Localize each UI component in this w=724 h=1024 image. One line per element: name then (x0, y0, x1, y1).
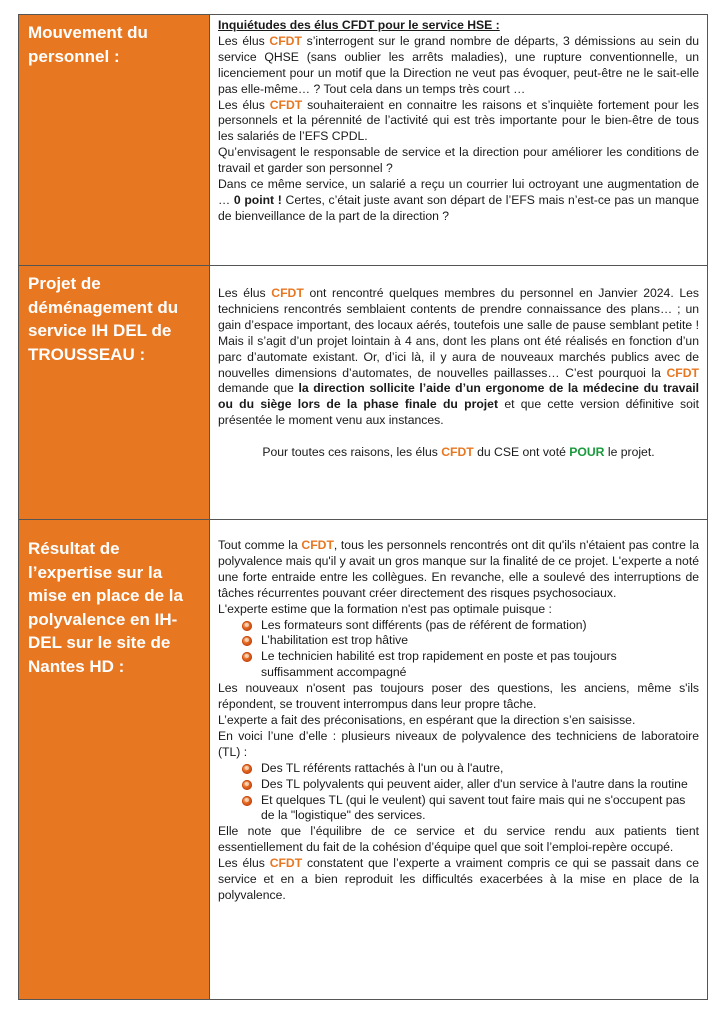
text: , tous les personnels rencontrés ont dit qu'ils n'étaient pas contre la polyvalence mais qu'il y avait un gros manque sur la finalité de ce projet. L'experte a noté une forte entraide entre les collègues. En revanche, elle a soulevé des interruptions de tâches récurrentes pouvant créer directement des risques psychosociaux. (218, 538, 699, 600)
list-item (242, 618, 699, 634)
list-item (242, 793, 699, 825)
vote-pour: POUR (569, 445, 605, 460)
bullet-icon (242, 652, 252, 662)
text: ont rencontré quelques membres du personnel en Janvier 2024. Les techniciens rencontrés semblaient contents de prendre connaissance des plans… ; un gain d’espace important, des locaux aérés, toutefois une salle de pause semblant petite ! Mais il s’agit d’un projet lointain à 4 ans, dont les plans ont été réalisés en fonction d’un parc d’automate existant. Or, d’ici là, il y aura de nouveaux marchés publics avec de nouvelles dimensions d’automates, de nouvelles paillasses… C’est pourquoi la (218, 286, 699, 380)
bullet-icon (242, 764, 252, 774)
bullet-icon (242, 780, 252, 790)
text: demande que (218, 381, 299, 396)
section-title: Mouvement du personnel : (19, 15, 210, 265)
text: et que cette version définitive soit présentée le moment venu aux instances. (218, 397, 699, 428)
org-name: CFDT (269, 33, 302, 48)
paragraph (218, 538, 699, 602)
text: Les élus (218, 33, 270, 48)
paragraph: L’experte a fait des préconisations, en espérant que la direction s’en saisisse. (218, 712, 636, 727)
paragraph (218, 98, 699, 146)
paragraph (218, 177, 699, 225)
list-item (242, 649, 699, 681)
org-name: CFDT (666, 365, 699, 380)
bold-text: 0 point ! (233, 192, 282, 207)
text: Les élus (218, 856, 270, 871)
list-item (242, 633, 699, 649)
paragraph: En voici l’une d’elle : plusieurs niveaux de polyvalence des techniciens de laboratoire (TL) : (218, 728, 699, 759)
section-mouvement-personnel (19, 15, 707, 266)
section-body (210, 520, 707, 999)
list-item-text: Les formateurs sont différents (pas de référent de formation) (261, 617, 587, 632)
text: du CSE ont voté (473, 445, 570, 460)
paragraph: Elle note que l’équilibre de ce service et du service rendu aux patients tient essentiellement du fait de la cohésion d’équipe quel que soit l’emploi-repère occupé. (218, 824, 699, 855)
text: s’interrogent sur le grand nombre de départs, 3 démissions au sein du service QHSE (sans oublier les arrêts maladies), une rupture conventionnelle, un licenciement pour un motif que la Direction ne veut pas évoquer, peut-être ne le sait-elle pas elle-même… ? Tout cela dans un temps très court … (218, 33, 700, 96)
text: Dans ce même service, un salarié a reçu un courrier lui octroyant une augmentation de … (218, 177, 699, 207)
paragraph: L'experte estime que la formation n'est pas optimale puisque : (218, 601, 552, 616)
text: Tout comme la (218, 538, 302, 552)
org-name: CFDT (269, 97, 303, 112)
text: souhaiteraient en connaitre les raisons et s’inquiète fortement pour les personnels et la pérennité de l’activité qui est très importante pour le bien-être de tous les salariés de l’EFS CPDL. (218, 97, 699, 144)
section-body (210, 266, 707, 519)
list-item-text: Et quelques TL (qui le veulent) qui savent tout faire mais qui ne s'occupent pas de la "logistique" des services. (261, 792, 686, 823)
text: Les élus (218, 97, 270, 112)
section-heading: Inquiétudes des élus CFDT pour le service HSE : (218, 18, 500, 32)
bold-text: la direction sollicite l’aide d’un ergonome de la médecine du travail ou du siège lors de la phase finale du projet (218, 381, 699, 412)
list-item (242, 777, 699, 793)
vote-paragraph (218, 445, 699, 461)
list-item (242, 761, 699, 777)
bullet-icon (242, 621, 252, 631)
bullet-icon (242, 636, 252, 646)
bullet-icon (242, 796, 252, 806)
section-title: Projet de déménagement du service IH DEL de TROUSSEAU : (19, 266, 210, 519)
section-title: Résultat de l’expertise sur la mise en place de la polyvalence en IH-DEL sur le site de Nantes HD : (19, 520, 210, 999)
org-name: CFDT (441, 445, 474, 460)
list-item-text: L’habilitation est trop hâtive (261, 633, 409, 648)
paragraph (218, 34, 699, 98)
list-item-text: Des TL référents rattachés à l'un ou à l'autre, (261, 760, 504, 775)
paragraph: Qu’envisagent le responsable de service et la direction pour améliorer les conditions de travail et garder son personnel ? (218, 145, 699, 176)
org-name: CFDT (301, 538, 334, 552)
text: Pour toutes ces raisons, les élus (262, 445, 442, 460)
polyvalence-levels-list (218, 761, 699, 825)
text: constatent que l’experte a vraiment compris ce qui se passait dans ce service et en a bien reproduit les difficultés exacerbées à la mise en place de la polyvalence. (218, 856, 699, 902)
formation-list (218, 618, 699, 682)
text: Les élus (218, 286, 272, 300)
document-table (18, 14, 708, 1000)
list-item-text: Le technicien habilité est trop rapidement en poste et pas toujours suffisamment accompagné (261, 649, 617, 680)
org-name: CFDT (269, 856, 303, 871)
paragraph: Les nouveaux n'osent pas toujours poser des questions, les anciens, même s'ils répondent, se trouvent interrompus dans leur propre tâche. (218, 681, 699, 712)
list-item-text: Des TL polyvalents qui peuvent aider, aller d'un service à l'autre dans la routine (261, 776, 688, 791)
section-demenagement (19, 266, 707, 520)
section-expertise (19, 520, 707, 999)
text: Certes, c’était juste avant son départ de l’EFS mais n’est-ce pas un manque de bienveillance de la part de la direction ? (218, 192, 700, 223)
section-body (210, 15, 707, 265)
paragraph (218, 856, 699, 904)
org-name: CFDT (271, 286, 304, 300)
paragraph (218, 286, 699, 429)
spacer (218, 429, 699, 445)
text: le projet. (604, 445, 655, 460)
